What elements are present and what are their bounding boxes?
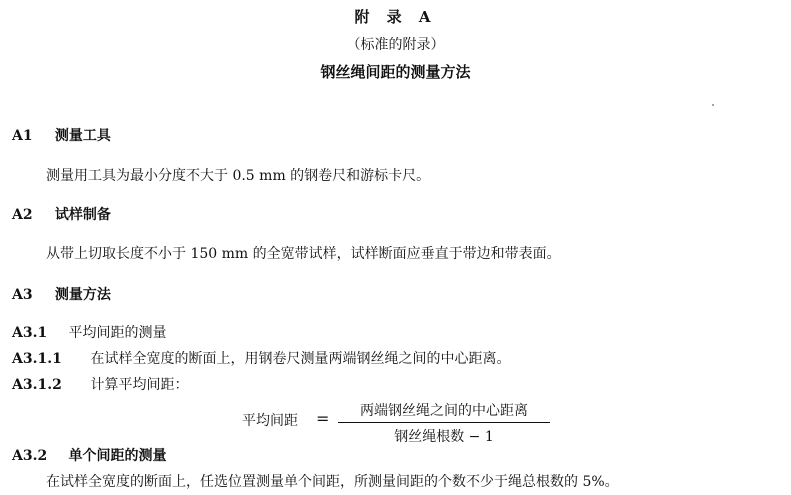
section-a3-heading — [12, 284, 111, 304]
appendix-label: 附 录 A — [354, 8, 437, 26]
section-a1-text: 测量用工具为最小分度不大于 0.5 mm 的钢卷尺和游标卡尺。 — [46, 168, 431, 184]
section-a2-text: 从带上切取长度不小于 150 mm 的全宽带试样，试样断面应垂直于带边和带表面。 — [46, 246, 561, 262]
section-a2-heading — [12, 204, 111, 224]
section-a3-title: 测量方法 — [54, 287, 111, 303]
section-a312-number: A3.1.2 — [12, 377, 62, 393]
section-a2-title: 试样制备 — [54, 207, 111, 223]
section-a32-title: 单个间距的测量 — [68, 448, 167, 464]
formula-lhs: 平均间距 — [242, 413, 298, 429]
fraction-bar — [338, 422, 550, 423]
section-a312-text: 计算平均间距： — [90, 377, 189, 393]
section-a1-heading — [12, 125, 111, 145]
section-a31-number: A3.1 — [12, 325, 48, 341]
formula-equals: = — [316, 409, 330, 428]
section-a32-heading — [12, 445, 166, 465]
formula-fraction — [338, 400, 550, 446]
section-a311-number: A3.1.1 — [12, 351, 62, 367]
section-a31-heading — [12, 322, 166, 342]
section-a1-title: 测量工具 — [54, 128, 111, 144]
scan-speck — [712, 104, 714, 106]
section-a31-title: 平均间距的测量 — [68, 325, 167, 341]
formula-denominator: 钢丝绳根数 − 1 — [394, 429, 494, 445]
section-a1-number: A1 — [12, 128, 33, 144]
formula-numerator: 两端钢丝绳之间的中心距离 — [360, 403, 528, 419]
section-a3-number: A3 — [12, 287, 33, 303]
appendix-normative: （标准的附录） — [346, 37, 445, 53]
section-a312-line — [12, 374, 188, 394]
section-a311-line — [12, 348, 510, 368]
section-a311-text: 在试样全宽度的断面上，用钢卷尺测量两端钢丝绳之间的中心距离。 — [90, 351, 511, 367]
section-a32-text: 在试样全宽度的断面上，任选位置测量单个间距，所测量间距的个数不少于绳总根数的 5%。 — [46, 474, 619, 490]
section-a2-number: A2 — [12, 207, 33, 223]
section-a32-number: A3.2 — [12, 448, 48, 464]
appendix-title: 钢丝绳间距的测量方法 — [320, 63, 471, 81]
